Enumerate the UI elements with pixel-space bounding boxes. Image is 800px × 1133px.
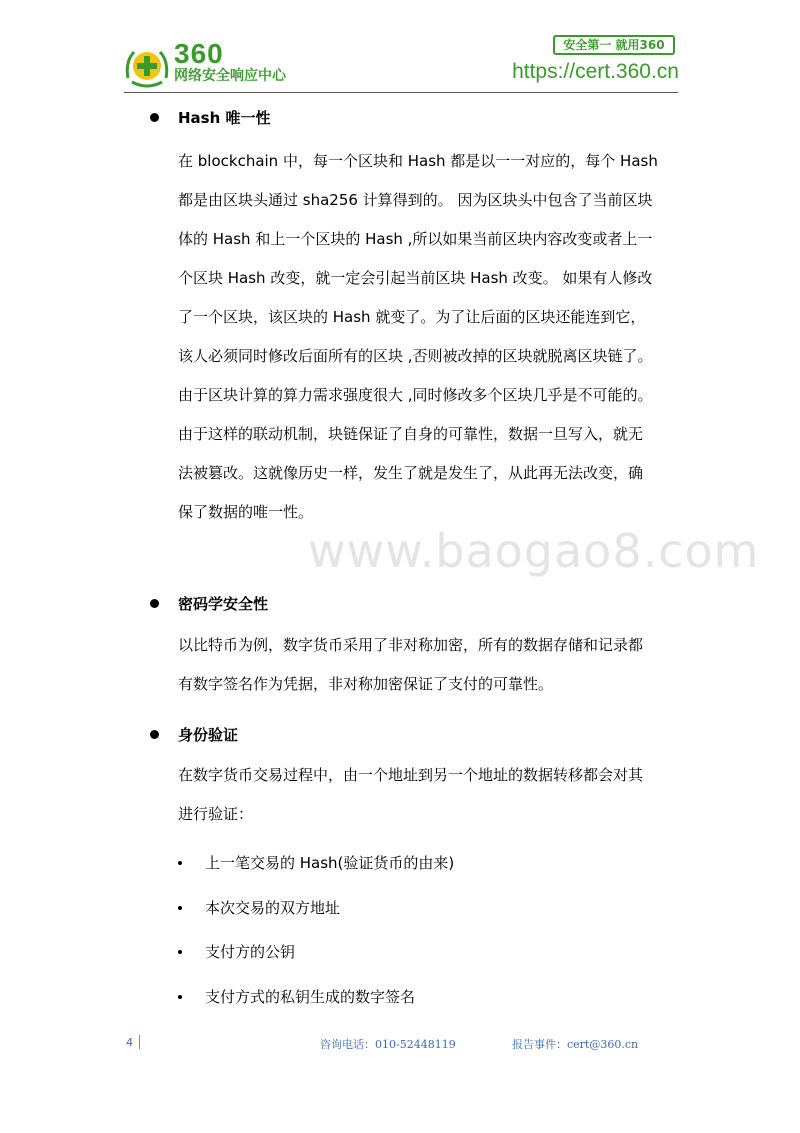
site-url-link[interactable]: https://cert.360.cn bbox=[512, 60, 679, 83]
list-item: 上一笔交易的 Hash(验证货币的由来) bbox=[205, 854, 455, 872]
section-paragraph bbox=[178, 626, 683, 704]
section-heading: 密码学安全性 bbox=[178, 595, 269, 613]
paragraph-line: 保了数据的唯一性。 bbox=[178, 503, 314, 521]
paragraph-line: 进行验证： bbox=[178, 805, 254, 823]
paragraph-line: 都是由区块头通过 sha256 计算得到的。 因为区块头中包含了当前区块 bbox=[178, 191, 653, 209]
watermark: www.baogao8.com bbox=[308, 524, 760, 578]
paragraph-line: 在数字货币交易过程中，由一个地址到另一个地址的数据转移都会对其 bbox=[178, 766, 644, 784]
page-header bbox=[0, 0, 800, 100]
footer-report-email[interactable]: 报告事件：cert@360.cn bbox=[512, 1038, 639, 1051]
footer-phone: 咨询电话：010-52448119 bbox=[320, 1038, 456, 1051]
paragraph-line: 由于这样的联动机制，块链保证了自身的可靠性，数据一旦写入，就无 bbox=[178, 425, 644, 443]
list-bullet-icon bbox=[178, 906, 182, 910]
paragraph-line: 法被篡改。这就像历史一样，发生了就是发生了，从此再无法改变，确 bbox=[178, 464, 644, 482]
logo-number: 360 bbox=[174, 38, 224, 69]
360-logo-icon bbox=[124, 44, 170, 88]
slogan-badge: 安全第一 就用360 bbox=[553, 35, 675, 55]
paragraph-line: 体的 Hash 和上一个区块的 Hash ,所以如果当前区块内容改变或者上一 bbox=[178, 230, 653, 248]
list-bullet-icon bbox=[178, 950, 182, 954]
bullet-dot-icon bbox=[150, 730, 159, 739]
footer-divider bbox=[139, 1035, 140, 1049]
paragraph-line: 了一个区块，该区块的 Hash 就变了。为了让后面的区块还能连到它， bbox=[178, 308, 646, 326]
list-bullet-icon bbox=[178, 995, 182, 999]
section-paragraph bbox=[178, 142, 683, 532]
list-item: 支付方式的私钥生成的数字签名 bbox=[205, 988, 416, 1006]
paragraph-line: 个区块 Hash 改变，就一定会引起当前区块 Hash 改变。 如果有人修改 bbox=[178, 269, 653, 287]
list-item: 支付方的公钥 bbox=[205, 943, 296, 961]
bullet-dot-icon bbox=[150, 113, 159, 122]
section-paragraph bbox=[178, 756, 683, 834]
logo-subtitle: 网络安全响应中心 bbox=[174, 68, 286, 84]
bullet-dot-icon bbox=[150, 599, 159, 608]
paragraph-line: 该人必须同时修改后面所有的区块 ,否则被改掉的区块就脱离区块链了。 bbox=[178, 347, 653, 365]
paragraph-line: 在 blockchain 中，每一个区块和 Hash 都是以一一对应的，每个 Hash bbox=[178, 152, 658, 170]
header-divider bbox=[124, 92, 678, 93]
list-item: 本次交易的双方地址 bbox=[205, 899, 341, 917]
section-heading: Hash 唯一性 bbox=[178, 109, 271, 127]
section-heading: 身份验证 bbox=[178, 726, 239, 744]
list-bullet-icon bbox=[178, 861, 182, 865]
paragraph-line: 以比特币为例，数字货币采用了非对称加密，所有的数据存储和记录都 bbox=[178, 636, 644, 654]
paragraph-line: 由于区块计算的算力需求强度很大 ,同时修改多个区块几乎是不可能的。 bbox=[178, 386, 653, 404]
paragraph-line: 有数字签名作为凭据，非对称加密保证了支付的可靠性。 bbox=[178, 675, 554, 693]
page-number: 4 bbox=[126, 1036, 133, 1049]
